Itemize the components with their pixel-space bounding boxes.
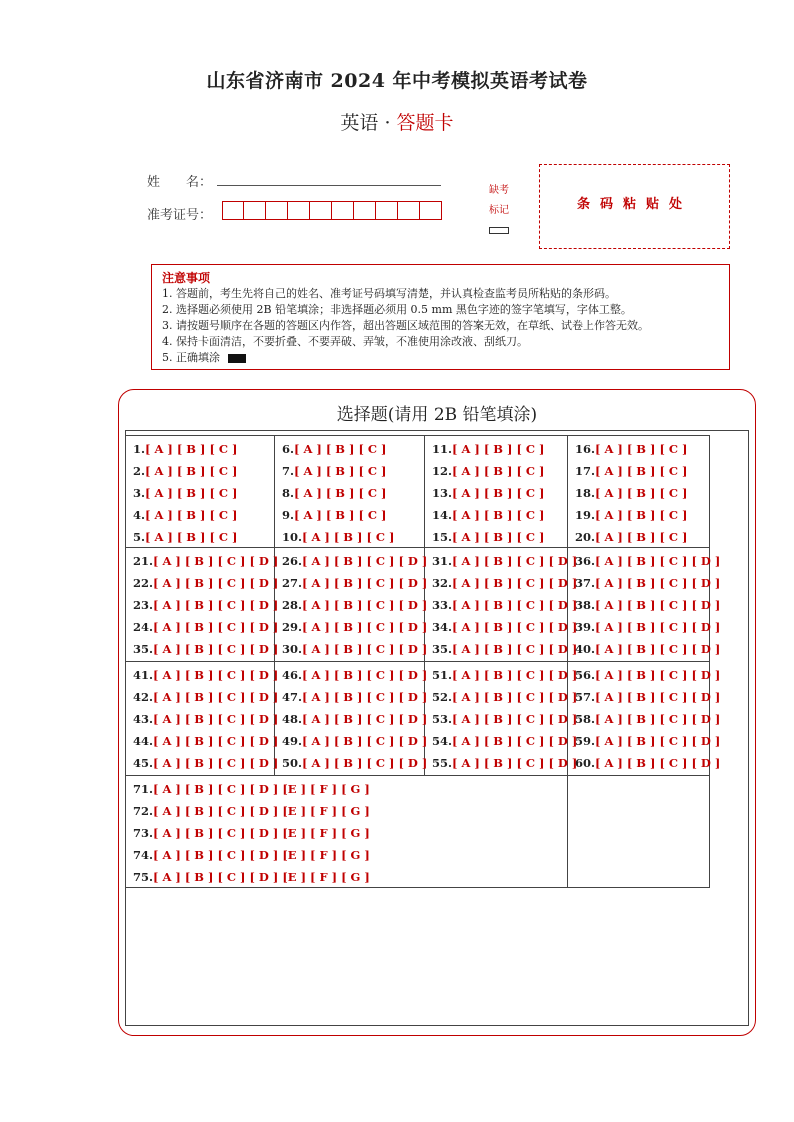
question-number: 12. bbox=[432, 463, 453, 478]
question-item[interactable] bbox=[133, 550, 279, 572]
answer-cell bbox=[125, 776, 568, 888]
answer-cell bbox=[275, 662, 428, 776]
question-item[interactable] bbox=[282, 686, 428, 708]
question-number: 23. bbox=[133, 597, 154, 612]
answer-options[interactable]: [ A ] [ B ] [ C ] [ D ] bbox=[153, 597, 279, 612]
notice-title: 注意事项 bbox=[162, 271, 211, 285]
question-number: 47. bbox=[282, 689, 303, 704]
answer-options[interactable]: [ A ] [ B ] [ C ] [ D ] bbox=[153, 689, 279, 704]
question-item[interactable] bbox=[133, 822, 567, 844]
question-number: 74. bbox=[133, 847, 154, 862]
question-item[interactable] bbox=[432, 482, 567, 504]
question-number: 7. bbox=[282, 463, 295, 478]
answer-options[interactable]: [ A ] [ B ] [ C ] [ D ] bbox=[452, 711, 578, 726]
exam-id-boxes[interactable] bbox=[222, 201, 442, 220]
question-number: 38. bbox=[575, 597, 596, 612]
question-number: 19. bbox=[575, 507, 596, 522]
question-number: 4. bbox=[133, 507, 146, 522]
question-number: 27. bbox=[282, 575, 303, 590]
answer-cell bbox=[568, 548, 721, 662]
answer-options[interactable]: [ A ] [ B ] [ C ] [ D ] [E ] [ F ] [ G ] bbox=[153, 869, 370, 884]
question-number: 43. bbox=[133, 711, 154, 726]
question-number: 53. bbox=[432, 711, 453, 726]
answer-options[interactable]: [ A ] [ B ] [ C ] [ D ] bbox=[153, 755, 279, 770]
question-item[interactable] bbox=[133, 594, 279, 616]
notice-item: 4. 保持卡面清洁，不要折叠、不要弄破、弄皱，不准使用涂改液、刮纸刀。 bbox=[162, 335, 528, 348]
answer-cell bbox=[275, 548, 428, 662]
answer-cell bbox=[425, 662, 578, 776]
question-item[interactable] bbox=[575, 638, 721, 660]
question-number: 49. bbox=[282, 733, 303, 748]
question-item[interactable] bbox=[133, 866, 567, 888]
answer-options[interactable]: [ A ] [ B ] [ C ] [ D ] bbox=[595, 668, 721, 682]
question-item[interactable] bbox=[282, 572, 428, 594]
question-item[interactable] bbox=[575, 460, 709, 482]
question-number: 21. bbox=[133, 554, 154, 568]
question-item[interactable] bbox=[432, 752, 578, 774]
answer-options[interactable]: [ A ] [ B ] [ C ] bbox=[452, 507, 545, 522]
answer-options[interactable]: [ A ] [ B ] [ C ] [ D ] bbox=[153, 668, 279, 682]
question-number: 11. bbox=[432, 442, 453, 456]
question-item[interactable] bbox=[282, 730, 428, 752]
question-number: 8. bbox=[282, 485, 295, 500]
question-item[interactable] bbox=[282, 550, 428, 572]
question-number: 37. bbox=[575, 575, 596, 590]
answer-block bbox=[125, 662, 721, 776]
answer-options[interactable]: [ A ] [ B ] [ C ] bbox=[145, 507, 238, 522]
question-number: 59. bbox=[575, 733, 596, 748]
notice-item-fill bbox=[162, 350, 719, 366]
question-number: 45. bbox=[133, 755, 154, 770]
question-item[interactable] bbox=[575, 752, 721, 774]
question-number: 75. bbox=[133, 869, 154, 884]
question-number: 26. bbox=[282, 554, 303, 568]
question-number: 1. bbox=[133, 442, 146, 456]
question-item[interactable] bbox=[575, 594, 721, 616]
question-item[interactable] bbox=[282, 594, 428, 616]
answer-options[interactable]: [ A ] [ B ] [ C ] bbox=[452, 442, 545, 456]
answer-block bbox=[125, 435, 710, 548]
question-item[interactable] bbox=[133, 572, 279, 594]
question-item[interactable] bbox=[133, 800, 567, 822]
answer-options[interactable]: [ A ] [ B ] [ C ] [ D ] bbox=[153, 575, 279, 590]
question-item[interactable] bbox=[133, 616, 279, 638]
question-item[interactable] bbox=[133, 482, 274, 504]
question-item[interactable] bbox=[282, 752, 428, 774]
answer-options[interactable]: [ A ] [ B ] [ C ] [ D ] bbox=[595, 711, 721, 726]
question-item[interactable] bbox=[133, 686, 279, 708]
id-digit-box[interactable] bbox=[288, 201, 310, 220]
answer-options[interactable]: [ A ] [ B ] [ C ] [ D ] bbox=[302, 689, 428, 704]
id-digit-box[interactable] bbox=[420, 201, 442, 220]
notice-item: 2. 选择题必须使用 2B 铅笔填涂；非选择题必须用 0.5 mm 黑色字迹的签字笔填写，字体工整。 bbox=[162, 303, 632, 316]
answer-options[interactable]: [ A ] [ B ] [ C ] bbox=[145, 485, 238, 500]
question-item[interactable] bbox=[133, 708, 279, 730]
question-item[interactable] bbox=[282, 482, 424, 504]
question-number: 73. bbox=[133, 825, 154, 840]
answer-grid bbox=[125, 435, 721, 888]
question-item[interactable] bbox=[575, 550, 721, 572]
answer-options[interactable]: [ A ] [ B ] [ C ] bbox=[145, 442, 238, 456]
question-number: 14. bbox=[432, 507, 453, 522]
answer-options[interactable]: [ A ] [ B ] [ C ] bbox=[294, 442, 387, 456]
question-item[interactable] bbox=[432, 730, 578, 752]
filled-mark-example-icon bbox=[228, 354, 246, 363]
question-number: 55. bbox=[432, 755, 453, 770]
question-number: 24. bbox=[133, 619, 154, 634]
answer-options[interactable]: [ A ] [ B ] [ C ] bbox=[452, 485, 545, 500]
section-title: 选择题(请用 2B 铅笔填涂) bbox=[336, 405, 538, 425]
exam-id-label: 准考证号： bbox=[147, 208, 213, 223]
answer-options[interactable]: [ A ] [ B ] [ C ] bbox=[145, 463, 238, 478]
answer-options[interactable]: [ A ] [ B ] [ C ] bbox=[595, 507, 688, 522]
answer-options[interactable]: [ A ] [ B ] [ C ] [ D ] bbox=[302, 597, 428, 612]
answer-options[interactable]: [ A ] [ B ] [ C ] [ D ] bbox=[452, 689, 578, 704]
question-item[interactable] bbox=[575, 730, 721, 752]
answer-options[interactable]: [ A ] [ B ] [ C ] [ D ] bbox=[452, 597, 578, 612]
answer-options[interactable]: [ A ] [ B ] [ C ] bbox=[452, 463, 545, 478]
answer-cell bbox=[568, 776, 710, 888]
answer-cell bbox=[125, 435, 275, 548]
question-number: 51. bbox=[432, 668, 453, 682]
answer-options[interactable]: [ A ] [ B ] [ C ] [ D ] [E ] [ F ] [ G ] bbox=[153, 782, 370, 796]
question-number: 28. bbox=[282, 597, 303, 612]
absent-mark-box[interactable] bbox=[489, 227, 509, 234]
question-number: 36. bbox=[575, 554, 596, 568]
answer-cell bbox=[568, 435, 710, 548]
question-item[interactable] bbox=[282, 438, 424, 460]
question-number: 32. bbox=[432, 575, 453, 590]
question-item[interactable] bbox=[575, 438, 709, 460]
subtitle-card: 答题卡 bbox=[396, 112, 454, 134]
question-item[interactable] bbox=[575, 482, 709, 504]
question-number: 42. bbox=[133, 689, 154, 704]
id-digit-box[interactable] bbox=[354, 201, 376, 220]
question-item[interactable] bbox=[432, 638, 578, 660]
question-item[interactable] bbox=[282, 504, 424, 526]
answer-options[interactable]: [ A ] [ B ] [ C ] [ D ] bbox=[595, 689, 721, 704]
question-item[interactable] bbox=[575, 686, 721, 708]
question-item[interactable] bbox=[133, 778, 567, 800]
question-item[interactable] bbox=[432, 572, 578, 594]
answer-options[interactable]: [ A ] [ B ] [ C ] [ D ] [E ] [ F ] [ G ] bbox=[153, 803, 370, 818]
answer-options[interactable]: [ A ] [ B ] [ C ] bbox=[145, 529, 238, 544]
question-number: 41. bbox=[133, 668, 154, 682]
question-number: 56. bbox=[575, 668, 596, 682]
name-label: 姓 名： bbox=[147, 175, 213, 190]
question-item[interactable] bbox=[575, 572, 721, 594]
answer-options[interactable]: [ A ] [ B ] [ C ] [ D ] bbox=[153, 711, 279, 726]
answer-options[interactable]: [ A ] [ B ] [ C ] [ D ] bbox=[595, 733, 721, 748]
question-item[interactable] bbox=[133, 664, 279, 686]
answer-cell bbox=[568, 662, 721, 776]
question-item[interactable] bbox=[133, 526, 274, 548]
answer-options[interactable]: [ A ] [ B ] [ C ] [ D ] bbox=[595, 597, 721, 612]
question-number: 58. bbox=[575, 711, 596, 726]
question-number: 13. bbox=[432, 485, 453, 500]
question-item[interactable] bbox=[133, 504, 274, 526]
answer-cell bbox=[125, 662, 279, 776]
question-number: 20. bbox=[575, 529, 596, 544]
answer-options[interactable]: [ A ] [ B ] [ C ] [ D ] bbox=[452, 619, 578, 634]
answer-options[interactable]: [ A ] [ B ] [ C ] bbox=[294, 463, 387, 478]
question-number: 17. bbox=[575, 463, 596, 478]
absent-label-2: 标记 bbox=[489, 205, 509, 216]
absent-label-1: 缺考 bbox=[489, 185, 509, 196]
question-item[interactable] bbox=[282, 460, 424, 482]
question-number: 16. bbox=[575, 442, 596, 456]
question-item[interactable] bbox=[282, 526, 424, 548]
answer-options[interactable]: [ A ] [ B ] [ C ] bbox=[302, 529, 395, 544]
answer-options[interactable]: [ A ] [ B ] [ C ] bbox=[452, 529, 545, 544]
id-digit-box[interactable] bbox=[310, 201, 332, 220]
answer-options[interactable]: [ A ] [ B ] [ C ] [ D ] bbox=[302, 641, 428, 656]
question-number: 9. bbox=[282, 507, 295, 522]
question-number: 52. bbox=[432, 689, 453, 704]
name-field[interactable] bbox=[217, 185, 441, 186]
question-item[interactable] bbox=[432, 438, 567, 460]
question-item[interactable] bbox=[432, 616, 578, 638]
answer-options[interactable]: [ A ] [ B ] [ C ] [ D ] bbox=[595, 575, 721, 590]
answer-options[interactable]: [ A ] [ B ] [ C ] bbox=[595, 463, 688, 478]
notice-item: 3. 请按题号顺序在各题的答题区内作答，超出答题区域范围的答案无效，在草纸、试卷上作答无效。 bbox=[162, 319, 649, 332]
answer-options[interactable]: [ A ] [ B ] [ C ] [ D ] bbox=[302, 755, 428, 770]
id-digit-box[interactable] bbox=[398, 201, 420, 220]
answer-options[interactable]: [ A ] [ B ] [ C ] bbox=[595, 529, 688, 544]
answer-options[interactable]: [ A ] [ B ] [ C ] [ D ] bbox=[153, 733, 279, 748]
barcode-label: 条码粘贴处 bbox=[576, 197, 692, 212]
question-number: 40. bbox=[575, 641, 596, 656]
question-item[interactable] bbox=[575, 504, 709, 526]
answer-cell bbox=[125, 548, 279, 662]
question-number: 5. bbox=[133, 529, 146, 544]
answer-options[interactable]: [ A ] [ B ] [ C ] [ D ] bbox=[302, 619, 428, 634]
question-number: 46. bbox=[282, 668, 303, 682]
question-item[interactable] bbox=[432, 708, 578, 730]
question-number: 57. bbox=[575, 689, 596, 704]
answer-block bbox=[125, 548, 721, 662]
question-item[interactable] bbox=[575, 664, 721, 686]
answer-options[interactable]: [ A ] [ B ] [ C ] [ D ] bbox=[153, 619, 279, 634]
answer-options[interactable]: [ A ] [ B ] [ C ] [ D ] bbox=[595, 755, 721, 770]
question-item[interactable] bbox=[432, 460, 567, 482]
question-number: 2. bbox=[133, 463, 146, 478]
question-item[interactable] bbox=[575, 708, 721, 730]
page-title: 山东省济南市 2024 年中考模拟英语考试卷 bbox=[206, 70, 588, 92]
answer-options[interactable]: [ A ] [ B ] [ C ] [ D ] bbox=[595, 641, 721, 656]
question-number: 60. bbox=[575, 755, 596, 770]
answer-options[interactable]: [ A ] [ B ] [ C ] bbox=[595, 442, 688, 456]
notice-item: 5. 正确填涂 bbox=[162, 351, 220, 364]
answer-options[interactable]: [ A ] [ B ] [ C ] [ D ] bbox=[595, 554, 721, 568]
id-digit-box[interactable] bbox=[222, 201, 244, 220]
question-item[interactable] bbox=[282, 708, 428, 730]
answer-block bbox=[125, 776, 710, 888]
answer-options[interactable]: [ A ] [ B ] [ C ] bbox=[294, 485, 387, 500]
question-item[interactable] bbox=[133, 730, 279, 752]
question-item[interactable] bbox=[133, 638, 279, 660]
answer-cell bbox=[425, 435, 568, 548]
question-item[interactable] bbox=[575, 616, 721, 638]
answer-options[interactable]: [ A ] [ B ] [ C ] [ D ] bbox=[302, 554, 428, 568]
answer-options[interactable]: [ A ] [ B ] [ C ] bbox=[595, 485, 688, 500]
answer-options[interactable]: [ A ] [ B ] [ C ] [ D ] bbox=[452, 554, 578, 568]
answer-options[interactable]: [ A ] [ B ] [ C ] [ D ] bbox=[153, 641, 279, 656]
answer-options[interactable]: [ A ] [ B ] [ C ] [ D ] bbox=[452, 733, 578, 748]
answer-options[interactable]: [ A ] [ B ] [ C ] bbox=[294, 507, 387, 522]
answer-options[interactable]: [ A ] [ B ] [ C ] [ D ] bbox=[302, 733, 428, 748]
question-item[interactable] bbox=[432, 504, 567, 526]
barcode-area bbox=[539, 164, 730, 249]
notice-item: 1. 答题前，考生先将自己的姓名、准考证号码填写清楚，并认真检查监考员所粘贴的条形码。 bbox=[162, 287, 616, 300]
question-number: 35. bbox=[133, 641, 154, 656]
question-item[interactable] bbox=[282, 638, 428, 660]
question-item[interactable] bbox=[575, 526, 709, 548]
answer-options[interactable]: [ A ] [ B ] [ C ] [ D ] [E ] [ F ] [ G ] bbox=[153, 847, 370, 862]
question-number: 18. bbox=[575, 485, 596, 500]
question-number: 48. bbox=[282, 711, 303, 726]
question-number: 50. bbox=[282, 755, 303, 770]
answer-options[interactable]: [ A ] [ B ] [ C ] [ D ] bbox=[595, 619, 721, 634]
question-item[interactable] bbox=[432, 594, 578, 616]
question-item[interactable] bbox=[432, 686, 578, 708]
page-subtitle bbox=[0, 108, 794, 135]
answer-options[interactable]: [ A ] [ B ] [ C ] [ D ] bbox=[153, 554, 279, 568]
question-item[interactable] bbox=[133, 752, 279, 774]
question-number: 54. bbox=[432, 733, 453, 748]
question-item[interactable] bbox=[282, 664, 428, 686]
question-item[interactable] bbox=[432, 526, 567, 548]
question-number: 10. bbox=[282, 529, 303, 544]
question-number: 3. bbox=[133, 485, 146, 500]
question-number: 30. bbox=[282, 641, 303, 656]
question-item[interactable] bbox=[133, 844, 567, 866]
question-number: 71. bbox=[133, 782, 154, 796]
answer-options[interactable]: [ A ] [ B ] [ C ] [ D ] bbox=[452, 575, 578, 590]
question-number: 6. bbox=[282, 442, 295, 456]
question-number: 31. bbox=[432, 554, 453, 568]
question-item[interactable] bbox=[432, 664, 578, 686]
answer-options[interactable]: [ A ] [ B ] [ C ] [ D ] bbox=[452, 755, 578, 770]
answer-options[interactable]: [ A ] [ B ] [ C ] [ D ] bbox=[302, 668, 428, 682]
id-digit-box[interactable] bbox=[332, 201, 354, 220]
question-number: 35. bbox=[432, 641, 453, 656]
answer-options[interactable]: [ A ] [ B ] [ C ] [ D ] bbox=[302, 575, 428, 590]
question-number: 44. bbox=[133, 733, 154, 748]
answer-cell bbox=[275, 435, 425, 548]
question-number: 39. bbox=[575, 619, 596, 634]
answer-options[interactable]: [ A ] [ B ] [ C ] [ D ] bbox=[452, 668, 578, 682]
id-digit-box[interactable] bbox=[266, 201, 288, 220]
question-item[interactable] bbox=[133, 438, 274, 460]
question-number: 15. bbox=[432, 529, 453, 544]
question-item[interactable] bbox=[432, 550, 578, 572]
question-number: 22. bbox=[133, 575, 154, 590]
answer-options[interactable]: [ A ] [ B ] [ C ] [ D ] [E ] [ F ] [ G ] bbox=[153, 825, 370, 840]
answer-options[interactable]: [ A ] [ B ] [ C ] [ D ] bbox=[302, 711, 428, 726]
question-number: 72. bbox=[133, 803, 154, 818]
answer-options[interactable]: [ A ] [ B ] [ C ] [ D ] bbox=[452, 641, 578, 656]
answer-cell bbox=[425, 548, 578, 662]
question-item[interactable] bbox=[133, 460, 274, 482]
question-number: 33. bbox=[432, 597, 453, 612]
id-digit-box[interactable] bbox=[244, 201, 266, 220]
question-number: 29. bbox=[282, 619, 303, 634]
notice-box bbox=[151, 264, 730, 370]
question-number: 34. bbox=[432, 619, 453, 634]
subtitle-subject: 英语 · bbox=[340, 112, 397, 134]
id-digit-box[interactable] bbox=[376, 201, 398, 220]
question-item[interactable] bbox=[282, 616, 428, 638]
